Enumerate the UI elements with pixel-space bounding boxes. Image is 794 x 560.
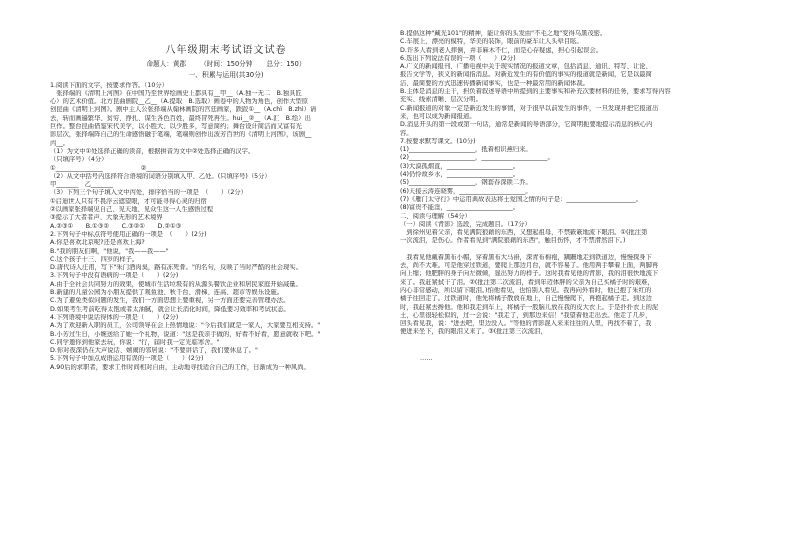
continuation-mark: …… [420,354,433,362]
text-line: 报告文学等，狭义的新闻指消息。对新近发生的有价值的事实的报道就是新闻，它是以最简 [400,71,652,79]
text-line: 二、阅读与理解（54分） [400,212,471,220]
exam-time: （时间：150分钟 [200,60,253,68]
text-line: (6)天接云涛连晓雾，_____________________。 [400,187,532,195]
text-line: (8)富贵不能淫，_____________________。 [400,204,520,212]
text-line: D.如果考生考前吃得太饱或者太油腻，就会让长消化时间，降低要习效率和考试状态。 [50,305,290,313]
text-line: 来了。我赶紧拭干了泪。②(批注第二次流泪，看到年迈体胖的父亲为自己买橘子时的艰难， [400,278,654,286]
text-line: ①_______________ ②_______________ [50,164,194,172]
text-line: C.为了避免类似问题的发生，我们一方面思想上要重视，另一方面还要完善管理办法。 [50,297,290,305]
text-line: 我看见他戴着黑布小帽，穿着黑布大马褂，深青布棉袍，蹒跚地走到铁道边，慢慢探身下 [400,253,652,261]
text-line: A.由于全社会共同努力的效果，使城市生活垃圾有的从源头餐饮企业和居民家庭开始减量。 [50,280,302,288]
text-line: 回头看见我，说："进去吧，里边没人。"等他的背影混入来来往往的人里，再找不着了，我 [400,320,652,328]
right-question-body [400,30,752,337]
text-line: 一次流泪，是伤心。作者看见到"满院狼藉的东西"，触目伤怀，才不禁潸然泪下。) [400,237,626,245]
text-line: 巨作。整台昆曲借鉴宋代美学，以小胜大、以少胜多，写意简约；舞台设计简洁而又富有光 [50,123,302,131]
text-line: 2.下列句子中标点符号使用正确的一项是 （ ）(2分) [50,230,207,238]
text-line: C.这个孩子十三、四岁的样子。 [50,255,139,263]
exam-author: 命题人：黄郡 [146,60,187,68]
exam-left-column [50,30,402,372]
section-heading-1: 一、积累与运用(共30分) [188,71,264,80]
text-line: D.许多人看到老人摔倒，并非麻木不仁，而是心存疑虑，担心引起误会。 [400,46,603,54]
text-line: (4)仍怜故乡水，_____________________。 [400,171,520,179]
text-line: 土，心里很轻松似的，过一会说："我走了，到那边来信！"我望着他走出去。他走了几步， [400,311,652,319]
text-line: 张择端的《清明上河图》在中国乃至世界绘画史上都具有__甲__（A.独一无二 B.独具匠 [50,89,302,97]
text-line: 容。 [400,129,413,137]
text-line: 5.下列句子中加点成语运用有误的一项是（ ）(2分) [50,355,204,363]
text-line: 创昆曲《清明上河图》。剧中主人公张择端从翰林画院的宫廷画家，跌跤①__（A.chì B.zhì）请 [50,106,317,114]
text-line: ③提示了大者者声、大象无形的艺术境界 [50,214,163,222]
text-line: D.唐代诗人庄甫，写下"朱门酒肉臭，路有冻死骨。"的名句，反映了当时严酷的社会现实。 [50,264,302,272]
text-line: 充实、线索清晰、层次分明。 [400,96,482,104]
text-line: 丙__。 [50,139,69,147]
text-line: 便进来坐下，我的眼泪又来了。③(批注第三次流泪， [400,328,547,336]
text-line: 时，我赶紧去搀他。他和我走到车上，将橘子一股脑儿放在我的皮大衣上。于是扑扑衣上的泥 [400,303,659,311]
text-line: 橘子往回走了。过铁道时，他先将橘子散放在地上，自己慢慢爬下，再抱起橘子走。到这边 [400,295,652,303]
text-line: 来，也可以成为新闻报道。 [400,112,476,120]
text-line: C.同学邀你到他家去玩，你说："行，届时我一定光临寒舍。" [50,338,220,346]
text-line: （3）下列三个句子填入文中丙处，排序恰当的一项是 （ ）（2分） [50,189,247,197]
text-line: 7.按要求默写课文。(10分) [400,137,476,145]
text-line: ①启迪世人只有不畏浮云遮望眼，才可能寻得心灵的归宿 [50,197,207,205]
text-line: B.新建的儿童公园为小朋友提供了观鱼池、秋千台、滑梯、连高、超市等娱乐设施。 [50,289,284,297]
text-line: 1.阅读下面的文字，按要求作答。（10分） [50,81,168,89]
exam-title: 八年级期末考试语文试卷 [165,45,287,56]
text-line: B."我的朋友们啊，"他说，"我——我——" [50,247,169,255]
text-line: B.小芳过生日，小婉送给了她一个礼物，说道："这是我亲手做的，好看不好看，愿意就收下吧。" [50,330,321,338]
text-line: 洁、最简要的方式迅速传播新闻事实，也是一种最常用的新闻体裁。 [400,79,589,87]
text-line: A.广义的新闻报刊、广播电视中关于现实情况的报道文章，包括消息、通讯、特写、让论、 [400,63,652,71]
text-line: 心）的艺术价值。北方昆曲剧院__乙__（A.提取 B.选取）画卷中的人物为角色，创作大型原 [50,98,309,106]
text-line: A.90后的求职者，要求工作时间相对自由，主动地寻找适合自己的工作，日渐成为一种风尚。 [50,363,310,371]
text-line: D.你对夜深仍在大声说话、嬉闹的邻居说："不要讲话了，我们要休息了。" [50,347,258,355]
text-line: 甲_______ 乙_______ [50,181,113,189]
text-line: (7)《雁门太守行》中运用典故表达将士爱国之情的句子是：______________________。 [400,195,642,203]
text-line: 去，转而画遍繁华、贫穷、挣扎、谋生各色百姓，最终冒死再生。hui__②__（A.汇 B.绘）出 [50,114,311,122]
text-line: 向上缩；他肥胖的身子向左微倾，显出努力的样子。这时我看见他的背影，我的泪很快地流下 [400,270,659,278]
text-line: ②以画家张择端见自己、见天地、见众生这一人生感悟过程 [50,206,214,214]
text-line: 到徐州见着父亲，看见满院狼藉的东西，又想起祖母，不禁簌簌地流下眼泪。①(批注第 [400,229,648,237]
text-line: (3)大漠孤烟直，_____________________。 [400,162,520,170]
text-line: 3.下列句子中没有语病的一项是（ ）(2分) [50,272,179,280]
text-line: 影层次，张择端阵自己的生命感悟融于笔端，笔端则创作出波芳百世的《清明上河图》，该剧__ [50,131,312,139]
text-line: C.车展上，漂亮的模特，华美的装饰，眼前的豪车让人头晕目眩。 [400,38,583,46]
text-line [400,246,752,254]
exam-right-column [400,30,752,363]
text-line: （一）阅读《背影》选段，完成题目。（17分） [400,220,531,228]
text-line: （1）为文中①处选择正确的读音，根据拼音为文中②处选择正确的汉字。 [50,147,255,155]
text-line: B.主体是消息的主干，担负着叙述导语中所提到的主要事实和补充次要材料的任务，要求写得内容 [400,88,671,96]
text-line: 内心非常感动，所以留下眼泪。)怕他看见，也怕别人看见。我再向外看时，他已抱了朱红的 [400,286,652,294]
text-line: (2)_____________________，_____________________。 [400,154,554,162]
text-line: D.消息开头的第一段或第一句话，通常是新闻的导语部分，它简明扼要地提示消息的核心内 [400,121,653,129]
text-line: 去，尚不大难。可是他穿过铁道，要爬上那边月台，就不容易了。他用两手攀着上面，两脚再 [400,262,659,270]
text-line: （只填序号）（4分） [50,156,108,164]
text-line: 6.选出下列说法有误的一项（ ）(2分) [400,54,516,62]
text-line: C.新闻报道的对象一定是新近发生的事情，对于很早以前发生的事件，一旦发现并把它报道出 [400,104,659,112]
text-line: A.你是喜欢北京呢?还是喜欢上海? [50,239,145,247]
text-line: B.提倡这种"藏光101"的精神，能让你的头发由"不毛之地"变得乌黑茂密。 [400,30,607,37]
exam-meta [50,60,402,68]
text-line: （2）从文中括号内选择符合语境的词语分别填入甲、乙处。(只填序号)（5分） [50,172,271,180]
left-question-body [50,82,402,372]
exam-score: 总分：150） [266,60,306,68]
text-line: A.为了欢迎新入职的员工，公司领导在会上热情地说："今后我们就是一家人，大家要互相支持。" [50,322,321,330]
text-line: 4.下列语境中说话得体的一项是（ ）(2分) [50,313,179,321]
text-line: A.②③① B.①③② C.③②① D.②①③ [50,222,182,230]
text-line: (5)_____________________，钢套春深锁二乔。 [400,179,532,187]
text-line: (1)_____________________，抵着相识燕归来。 [400,146,532,154]
